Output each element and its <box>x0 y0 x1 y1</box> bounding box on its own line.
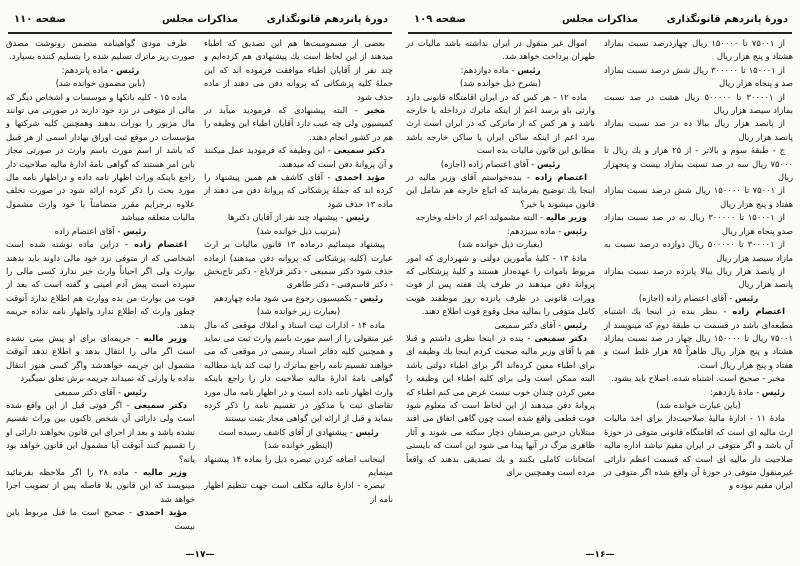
paragraph-text: اینجانب اضافه کردن تبصره ذیل را بماده ۱۴ پیشنهاد مینمایم <box>204 453 393 477</box>
speaker-name: رئیس <box>359 292 384 303</box>
page-header <box>408 12 792 30</box>
paragraph-text: از ۳۰۰۰۰۱ تا ۵۰۰۰۰۰ ریال هشت در صد نسبت بمازاد سیصد هزار ریال <box>604 91 793 116</box>
paragraph-text: - آقای اعتصام زاده (اجازه) <box>638 292 735 303</box>
speaker-name: اعتصام زاده <box>134 239 187 250</box>
paragraph-text: - آقای اعتصام زاده <box>54 225 124 236</box>
speaker-name: رئیس <box>563 225 587 236</box>
paragraph <box>6 37 195 64</box>
paragraph <box>406 77 595 90</box>
paragraph-text: - بکمیسیون رجوع می شود ماده چهاردهم <box>213 292 360 303</box>
speaker-name: وزیر مالیه <box>545 212 587 223</box>
paragraph-text: - ماده پانزدهم: <box>61 64 117 75</box>
speaker-paragraph <box>204 171 393 211</box>
paragraph-text: از ۱۵۰۰۰۱ تا ۳۰۰۰۰۰ ریال نه در صد نسبت بمازاد صدو پنجاه هزار ریال <box>604 212 793 236</box>
paragraph-text: تبصره - ادارهٔ مالیه مکلف است جهت تنظیم اظهار نامه از <box>204 480 393 504</box>
paragraph <box>406 252 595 319</box>
paragraph-text: ج - طبقهٔ سوم و بالاتر - از ۲۵ هزار و یك ریال تا ۷۵۰۰۰ ریال سه در صد نسبت بمازاد بیست و پنجهزار ریال <box>604 145 793 183</box>
paragraph-text: - آقای دکتر سمیعی <box>494 319 564 330</box>
paragraph-text: اموال غیر منقول در ایران نداشته باشد مالیات در طهران پرداخت خواهد شد. <box>406 38 595 62</box>
paragraph <box>406 37 595 64</box>
paragraph <box>604 372 793 385</box>
paragraph <box>204 305 393 318</box>
text-column <box>406 37 595 479</box>
speaker-name: دکتر سمیعی <box>534 332 587 343</box>
paragraph-text: - ماده سیزدهم: <box>506 225 564 236</box>
paragraph-text: (بعبارت زیر خوانده شد) <box>256 306 341 317</box>
paragraph-text: (بشرح ذیل خوانده شد) <box>459 78 542 89</box>
speaker-name: اعتصام زاده <box>732 306 785 317</box>
paragraph-text: بعضی از مسمومیت‌ها هم این تصدیق که اطباء میدهند از این لحاظ است یك پیشنهادی هم کرده‌ایم و چند نفر از آقایان اطباء موافقت فرموده اند که این جملهٔ کلیه پزشکانی که پروانه دفن می دهند از ماده حذف شود <box>204 38 393 102</box>
paragraph-text: - صحیح است ما قبل مربوط باین نیست <box>6 507 195 531</box>
paragraph-text: - البته پیشنهادی که فرمودید میآید در کمیسیون ولی چه عیب دارد آقایان اطباء این وظیفه را هم در کشور انجام دهند. <box>204 105 393 142</box>
speaker-paragraph <box>6 238 195 332</box>
speaker-name: رئیس <box>517 64 541 75</box>
speaker-paragraph <box>204 211 393 224</box>
speaker-name: دکتر سمیعی <box>134 399 187 410</box>
paragraph-text: از پانصد هزار ریال ببالا پانزده درصد نسبت بمازاد پانصد هزار ریال <box>604 265 793 290</box>
session-label: دورهٔ پانزدهم قانونگذاری <box>266 14 388 25</box>
header-rule <box>408 32 792 34</box>
speaker-name: رئیس <box>734 292 759 303</box>
paragraph <box>604 238 793 265</box>
paragraph <box>604 117 793 144</box>
paragraph-text: (بعبارت ذیل خوانده شد) <box>458 239 543 250</box>
speaker-name: رئیس <box>123 386 147 397</box>
paragraph-text: ماده ۱۴ - ادارات ثبت اسناد و املاك موقعی که مال غیر منقولی را از اسم مورث باسم وارث ثبت می نماید و همچنین کلیه دفاتر اسناد رسمی در موقعی که می خواهند تقسیم نامه راجع بماترك را ثبت کند باید مطالبه گواهی نامهٔ ادارهٔ مالیه صلاحیت دار را راجع باینکه وارث اظهار نامه داده است و در اظهار نامه مال مورد تقاضای ثبت یا مذکور در تقسیم نامه را ذکر کرده بنماید و قبل از ارائه این گواهی مجاز بثبت نیستند <box>204 319 393 424</box>
paragraph-text: (بترتیب ذیل خوانده شد) <box>256 225 341 236</box>
paragraph <box>204 225 393 238</box>
paragraph <box>6 91 195 225</box>
paragraph-text: از ۷۵۰۰۱ تا ۱۵۰۰۰۰ ریال شش درصد نسبت بمازاد هفتاد و پنج هزار ریال <box>604 185 793 209</box>
speaker-paragraph <box>6 64 195 77</box>
session-label: دورهٔ پانزدهم قانونگذاری <box>666 14 788 25</box>
speaker-name: رئیس <box>116 64 140 75</box>
paragraph-text: - البته مشمولند اعم از داخله وخارجه <box>415 212 546 223</box>
page-footer-number: —۱۶— <box>585 550 615 560</box>
speaker-name: دکتر سمیعی <box>333 145 385 156</box>
paragraph <box>604 91 793 118</box>
speaker-name: رئیس <box>123 225 147 236</box>
speaker-paragraph <box>406 332 595 479</box>
speaker-paragraph <box>604 292 793 305</box>
paragraph <box>604 184 793 211</box>
paragraph <box>604 265 793 292</box>
paragraph <box>204 319 393 426</box>
page-number: صفحه ۱۰۹ <box>414 14 466 25</box>
speaker-paragraph <box>604 386 793 399</box>
paragraph-text: طرف مودی گواهینامه متضمن رونوشت مصدق صورت ریز ماترك تسلیم شده را بتسلیم کننده بسپارد. <box>6 38 195 62</box>
paragraph-text: از ۷۵۰۰۱ تا ۱۵۰۰۰۰ ریال چهاردرصد نسبت بمازاد هشتاد و پنج هزار ریال <box>604 38 793 62</box>
speaker-paragraph <box>6 399 195 466</box>
speaker-paragraph <box>406 211 595 224</box>
paragraph <box>204 37 393 104</box>
speaker-paragraph <box>406 319 595 332</box>
paragraph <box>204 453 393 480</box>
paragraph-text: (باین مضمون خوانده شد) <box>55 78 146 89</box>
speaker-paragraph <box>406 171 595 211</box>
paragraph-text: - آقای دکتر سمیعی <box>54 386 124 397</box>
paragraph-text: از پانصد هزار ریال ببالا ده در صد نسبت بمازاد پانصد هزار ریال <box>604 118 793 142</box>
paragraph <box>406 91 595 158</box>
paragraph <box>604 399 793 412</box>
speaker-paragraph <box>6 332 195 386</box>
paragraph <box>204 439 393 452</box>
paragraph-text: - پیشنهاد چند نفر از آقایان دکترها <box>227 212 346 223</box>
speaker-paragraph <box>406 225 595 238</box>
paragraph-text: - ماده دوازدهم: <box>460 64 518 75</box>
paragraph-text: - ماده ۲۸ را اگر ملاحظه بفرمائید مینویسد که این قانون بلا فاصله پس از تصویب اجرا خواهد شد <box>6 467 195 504</box>
speaker-paragraph <box>6 386 195 399</box>
speaker-paragraph <box>6 466 195 506</box>
paragraph <box>406 238 595 251</box>
text-column <box>6 37 195 533</box>
paragraph-text: - پیشنهادی از آقای کاشف رسیده است <box>218 426 356 437</box>
paragraph-text: - این وظیفه که فرمودید عمل میکنند و آن پروانهٔ دفن است که میدهند. <box>204 145 393 169</box>
speaker-name: اعتصام زاده <box>535 172 587 183</box>
speaker-paragraph <box>406 158 595 171</box>
speaker-name: مؤید احمدی <box>136 507 188 518</box>
paragraph <box>604 64 793 91</box>
speaker-name: رئیس <box>536 158 561 169</box>
page-header <box>8 12 392 30</box>
text-column <box>604 37 793 493</box>
speaker-name: رئیس <box>563 319 587 330</box>
running-title: مذاکرات مجلس <box>161 14 239 25</box>
paragraph-text: مادهٔ ۱۳ - کلیهٔ مأمورین دولتی و شهرداری که امور مربوط باموات را عهده‌دار هستند و کلیهٔ پزشکانی که پروانهٔ دفن میدهند در ظرف یك هفته پس از فوت وورات قانونی در ظرف پانزده روز موظفند هویت کامل متوفی را بمالیه محل وقوع فوت اطلاع دهند. <box>406 252 595 317</box>
paragraph-text: از ۱۵۰۰۰۱ تا ۳۰۰۰۰۰ ریال شش درصد نسبت بمازاد صد و پنجاه هزار ریال <box>604 64 793 89</box>
paragraph-text: - بنده در اینجا نظری داشتم و قبلا هم با آقای وزیر مالیه صحبت کردم اینجا یك وظیفه ای برای اطباء معین کرده‌اند اگر برای اطباء دولتی باشد البته ممکن است ولی برای کلیه اطباء این وظیفه را معین کردن چندان خوب نیست عرض می کنم اطباء که پروانهٔ دفن میدهند از این لحاظ است که معلوم شود فوت قطعی واقع شده است چون گاهی اتفاق می افتد مبتلایان درحین مرضشان دچار سکته می شوند و آثار ظاهری مرگ در آنها پیدا می شود این است که بایستی امتحانات کاملی بکنند و یك تصدیقی بدهند که واقعاً مرده است وهمچنین برای <box>406 332 595 477</box>
paragraph-text: (باین عبارت خوانده شد) <box>656 399 741 410</box>
paragraph-text: از ۳۰۰۰۰۱ تا ۵۰۰۰۰۰ ریال دوازده درصد نسبت به مازاد سیصد هزار ریال <box>604 239 793 263</box>
page-number: صفحه ۱۱۰ <box>14 14 66 25</box>
speaker-name: رئیس <box>761 386 785 397</box>
speaker-name: رئیس <box>355 426 379 437</box>
paragraph-text: مخبر - صحیح است. اشتباه شده. اصلاح باید بشود. <box>611 373 785 384</box>
paragraph-text: - بنده‌خواستم آقای وزیر مالیه در اینجا یك توضیح بفرمایند که اتباع خارجه هم شامل این قانون میشوند یا خیر؟ <box>406 172 595 209</box>
paragraph-text: - آقای اعتصام زاده (اجازه) <box>440 158 537 169</box>
speaker-paragraph <box>6 506 195 533</box>
paragraph-text: پیشنهاد مینمائیم درماده ۱۳ قانون مالیات بر ارث عبارت (کلیه پزشکانی که پروانه دفن میدهند) ازماده حذف شود دکتر سمیعی - دکتر قزلایاغ - دکتر تاج‌بخش - دکتر قاسم‌فنی - دکتر طاهری <box>204 239 393 290</box>
page-109 <box>400 0 800 566</box>
running-title: مذاکرات مجلس <box>561 14 639 25</box>
paragraph <box>604 37 793 64</box>
speaker-paragraph <box>204 292 393 305</box>
paragraph <box>6 77 195 90</box>
paragraph-text: - آقای کاشف هم همین پیشنهاد را کرده اند که جملهٔ پزشکانی که پروانهٔ دفن می دهند از ماده ۱۳ حذف شود <box>204 172 393 209</box>
text-column <box>204 37 393 506</box>
paragraph-text: - اگر فوتی قبل از این واقع شده است ولی دارائی آن شخص تاکنون بین وراث تقسیم نشده باشد و بعد از اجرای این قانون بخواهند دارائی او را تقسیم کنند آنوقت آیا مشمول این قانون خواهد بود یانه؟ <box>6 399 195 464</box>
header-rule <box>8 32 392 34</box>
speaker-paragraph <box>604 305 793 372</box>
speaker-name: مخبر <box>365 105 385 116</box>
paragraph-text: مادهٔ ۱۱ - ادارهٔ مالیهٔ صلاحیت‌دار برای اخذ مالیات ارث مالیه ای است که اقامتگاه قانونی متوفی در حوزهٔ آن باشد و اگر متوفی در ایران مقیم نباشد اداره مالیه صلاحیت دار مالیه ای است که قسمت اعظم دارائی غیرمنقول متوفی در حوزهٔ آن واقع شده اگر متوفی در ایران مقیم نبوده و <box>604 413 793 491</box>
paragraph-text: (اینطور خوانده شد) <box>264 440 333 451</box>
speaker-paragraph <box>406 64 595 77</box>
paragraph <box>204 238 393 292</box>
paragraph <box>604 144 793 184</box>
speaker-paragraph <box>204 144 393 171</box>
speaker-name: رئیس <box>345 212 370 223</box>
speaker-paragraph <box>6 225 195 238</box>
paragraph-text: - مادهٔ یازدهم: <box>710 386 762 397</box>
paragraph <box>604 211 793 238</box>
speaker-paragraph <box>204 426 393 439</box>
page-footer-number: —۱۷— <box>185 550 215 560</box>
paragraph <box>604 412 793 492</box>
speaker-name: وزیر مالیه <box>142 467 187 477</box>
speaker-paragraph <box>204 104 393 144</box>
paragraph-text: - بنظر بنده در اینجا یك اشتباه مطبعه‌ای باشد در قسمت ب طبقهٔ دوم که مینویسد از ۷۵۰۰۱ ریال تا ۱۵۰۰۰۰ ریال چهار در صد نسبت بمازاد هشتاد و پنج هزار ریال ظاهراً ۸۵ هزار غلط است و هفتاد و پنج هزار ریال است. <box>604 306 794 370</box>
paragraph <box>204 479 393 506</box>
paragraph-text: - دراین ماده نوشته شده است اشخاصی که از متوفی نزد خود مالی داوند باید بدهند بوارث ولی اگر احیاناً وارث خبر ندارد کسی مالی را سپرده است پیش آدم امینی و گفته است که بعد از فوت من بوارث من بده ووارث هم اطلاع ندارد آنوقت چطور وارث که اطلاع ندارد واظهار نامه نداده جریمه بدهد. <box>6 239 195 330</box>
speaker-name: مؤید احمدی <box>334 172 385 183</box>
paragraph-text: ماده ۱۲ - هر کس که در ایران اقامتگاه قانونی دارد وارثی باو برسد اعم از اینکه ماترك درداخله یا خارجه باشد و هر کس که از ماترکی که در ایران است ارث ببرد اعم از اینکه ساکن ایران یا ساکن خارجه باشد مطابق این قانون مالیات بده است <box>406 91 595 156</box>
speaker-name: وزیر مالیه <box>143 332 187 343</box>
paragraph-text: - جریمه‌ای برای او پیش بینی نشده است اگر مالی را انتقال بدهد و اطلاع ندهد آنوقت مشمول این جریمه خواهدشد واگر کسی هنوز انتقال نداده یا وارثی که نمیداند جریمه برش تعلق نمیگیرد <box>6 332 195 384</box>
paragraph-text: ماده ۱۵ - کلیه بانکها و موسسات و اشخاص دیگر که مالی از متوفی در نزد خود دارند در صورتی می توانند مال مزبور را بوراث بدهند وهمچنین کلیه شرکتها و مؤسسات در موقع ثبت اوراق بهادار اسمی از هر قبیل که باشد از اسم مورث باسم وارث در صورتی مجاز باین امر هستند که گواهی نامهٔ ادارهٔ مالیه صلاحیت دار راجع باینکه وراث اظهار نامه داده و دراظهار نامه مال مورد بحث را ذکر کرده ارائه شود در صورت تخلف علاوه برجرایم مقرر متضامناً با خود وارث مشمول مالیات متعلقه میباشد <box>6 91 195 223</box>
